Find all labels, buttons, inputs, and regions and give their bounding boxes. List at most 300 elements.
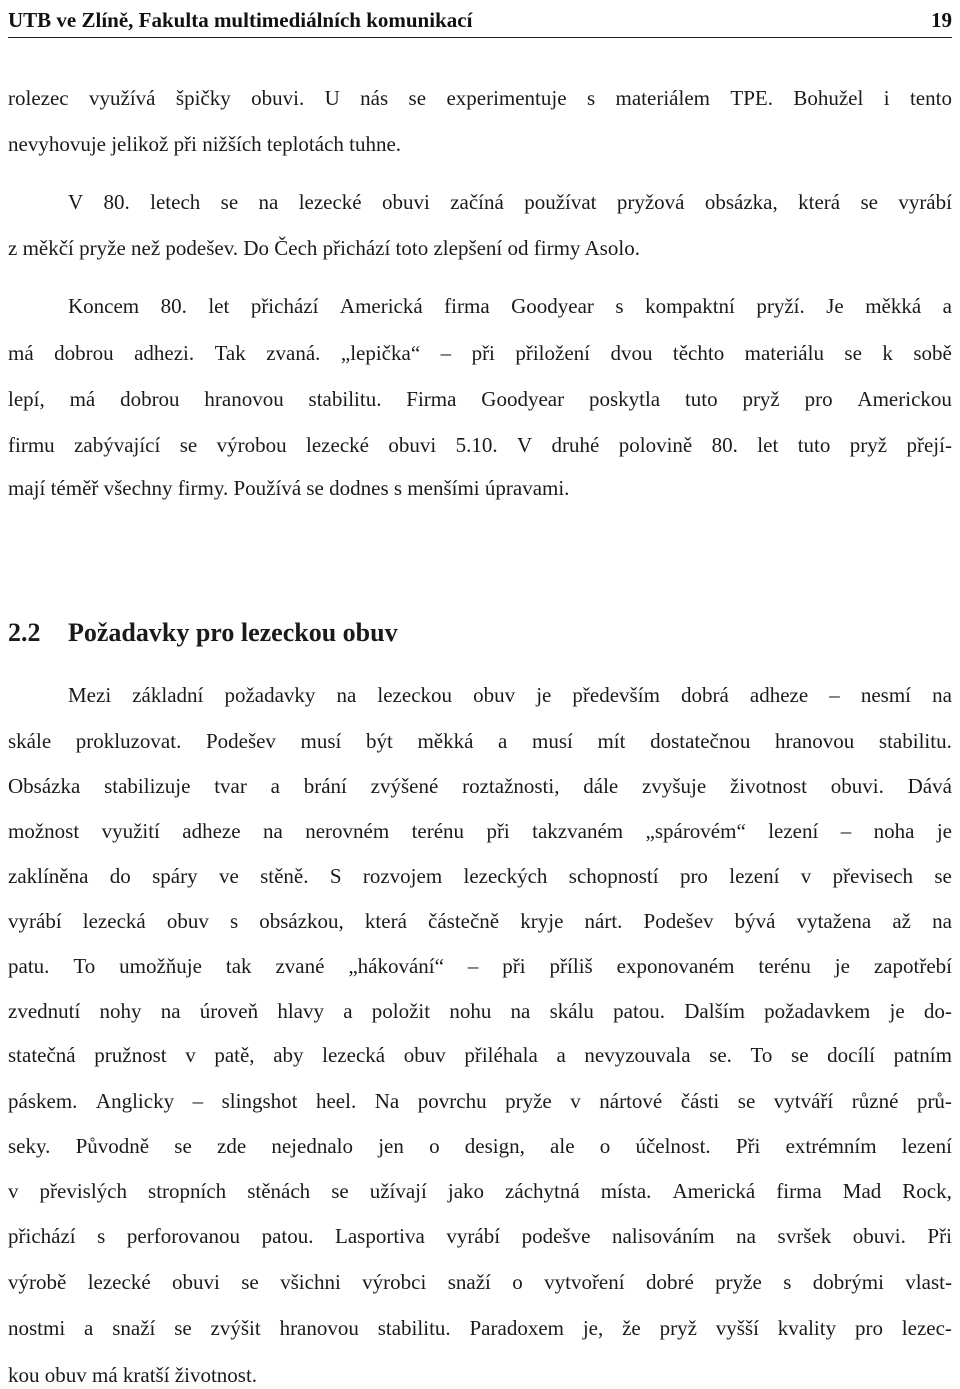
text-line: nevyhovuje jelikož při nižších teplotách tuhne. bbox=[8, 132, 402, 156]
word: roztažnosti, bbox=[462, 774, 560, 798]
word: části bbox=[680, 1089, 720, 1113]
word: měkká bbox=[417, 729, 474, 753]
word: lezecké bbox=[306, 433, 369, 457]
word: sobě bbox=[913, 341, 952, 365]
word: 80. bbox=[103, 190, 130, 214]
word: se bbox=[241, 1270, 259, 1294]
word: let bbox=[757, 433, 779, 457]
word: 5.10. bbox=[455, 433, 498, 457]
word: prokluzovat. bbox=[75, 729, 182, 753]
word: dobrou bbox=[120, 387, 180, 411]
word: páskem. bbox=[8, 1089, 78, 1113]
word: zapotřebí bbox=[873, 954, 952, 978]
word: – bbox=[192, 1089, 204, 1113]
word: letech bbox=[150, 190, 201, 214]
word: měkká bbox=[865, 294, 922, 318]
word: být bbox=[366, 729, 393, 753]
word: kryje bbox=[520, 909, 564, 933]
word: adheze bbox=[182, 819, 241, 843]
word: o bbox=[429, 1134, 440, 1158]
word: hlavy bbox=[277, 999, 324, 1023]
word: přichází bbox=[250, 294, 319, 318]
word: vytažena bbox=[796, 909, 872, 933]
word: tak bbox=[225, 954, 252, 978]
word: Americká bbox=[339, 294, 423, 318]
word: je bbox=[889, 999, 905, 1023]
word: jen bbox=[378, 1134, 404, 1158]
word: „hákování“ bbox=[348, 954, 444, 978]
header-title: UTB ve Zlíně, Fakulta multimediálních komunikací bbox=[8, 8, 473, 32]
word: má bbox=[8, 341, 34, 365]
word: zvednutí bbox=[8, 999, 81, 1023]
word: obuvi bbox=[388, 433, 437, 457]
word: Podešev bbox=[643, 909, 714, 933]
word: exponovaném bbox=[616, 954, 735, 978]
word: o bbox=[512, 1270, 523, 1294]
word: v bbox=[185, 1043, 196, 1067]
word: při bbox=[486, 819, 510, 843]
text-line: mají téměř všechny firmy. Používá se dodnes s menšími úpravami. bbox=[8, 476, 570, 500]
word: umožňuje bbox=[119, 954, 202, 978]
word: V bbox=[516, 433, 533, 457]
word: na bbox=[736, 1224, 756, 1248]
word: mít bbox=[597, 729, 626, 753]
word: lezecká bbox=[322, 1043, 386, 1067]
word: svršek bbox=[777, 1224, 832, 1248]
word: položit bbox=[371, 999, 431, 1023]
word: pryž bbox=[659, 1316, 697, 1340]
section-number: 2.2 bbox=[8, 618, 41, 647]
word: terénu bbox=[411, 819, 465, 843]
word: „lepička“ bbox=[340, 341, 421, 365]
word: účelnost. bbox=[635, 1134, 711, 1158]
word: zvýšené bbox=[370, 774, 439, 798]
word: zde bbox=[217, 1134, 247, 1158]
word: Při bbox=[735, 1134, 761, 1158]
word: obuv bbox=[166, 909, 209, 933]
word: musí bbox=[531, 729, 573, 753]
word: lezení bbox=[729, 864, 780, 888]
word: brání bbox=[303, 774, 347, 798]
word: na bbox=[258, 190, 279, 214]
word: snaží bbox=[112, 1316, 156, 1340]
word: využití bbox=[101, 819, 160, 843]
word: základní bbox=[132, 683, 204, 707]
word: lezecká bbox=[82, 909, 146, 933]
word: se bbox=[791, 1043, 809, 1067]
word: Lasportiva bbox=[335, 1224, 425, 1248]
text-line: z měkčí pryže než podešev. Do Čech přichází toto zlepšení od firmy Asolo. bbox=[8, 236, 640, 260]
word: je bbox=[536, 683, 552, 707]
word: pro bbox=[804, 387, 833, 411]
word: 80. bbox=[711, 433, 738, 457]
word: se bbox=[174, 1316, 192, 1340]
word: na bbox=[336, 683, 357, 707]
word: zvané bbox=[275, 954, 325, 978]
word: Podešev bbox=[205, 729, 276, 753]
word: seky. bbox=[8, 1134, 51, 1158]
word: zaklíněna bbox=[8, 864, 89, 888]
word: vyrábí bbox=[898, 190, 952, 214]
word: povrchu bbox=[417, 1089, 487, 1113]
text-line bbox=[8, 1041, 952, 1069]
word: převisech bbox=[832, 864, 914, 888]
word: Goodyear bbox=[511, 294, 594, 318]
word: dobrými bbox=[812, 1270, 884, 1294]
word: stabilitu. bbox=[308, 387, 382, 411]
word: prů- bbox=[916, 1089, 952, 1113]
word: až bbox=[892, 909, 911, 933]
word: v bbox=[800, 864, 812, 888]
word: To bbox=[73, 954, 96, 978]
word: stěnách bbox=[247, 1179, 311, 1203]
word: do bbox=[109, 864, 131, 888]
word: patě, bbox=[214, 1043, 255, 1067]
word: s bbox=[229, 909, 239, 933]
word: těchto bbox=[672, 341, 725, 365]
word: různé bbox=[851, 1089, 899, 1113]
word: rozvojem bbox=[362, 864, 443, 888]
word: – bbox=[840, 819, 852, 843]
word: firmu bbox=[8, 433, 55, 457]
word: obsázka, bbox=[704, 190, 778, 214]
word: pryže bbox=[715, 1270, 762, 1294]
word: vytvoření bbox=[544, 1270, 625, 1294]
word: je bbox=[834, 954, 850, 978]
word: Na bbox=[374, 1089, 400, 1113]
word: Americká bbox=[672, 1179, 756, 1203]
word: výrobci bbox=[362, 1270, 427, 1294]
word: schopností bbox=[568, 864, 659, 888]
section-heading bbox=[8, 617, 398, 649]
word: přejí- bbox=[906, 433, 952, 457]
word: nohy bbox=[99, 999, 142, 1023]
text-line bbox=[8, 339, 952, 367]
word: stabilitu. bbox=[878, 729, 952, 753]
word: vyrábí bbox=[446, 1224, 501, 1248]
word: při bbox=[471, 341, 495, 365]
word: docílí bbox=[827, 1043, 875, 1067]
word: dobré bbox=[645, 1270, 694, 1294]
text-line bbox=[8, 1268, 952, 1296]
word: Tak bbox=[214, 341, 246, 365]
word: je bbox=[936, 819, 952, 843]
word: úroveň bbox=[199, 999, 259, 1023]
text-line bbox=[8, 1314, 952, 1342]
word: zvýšit bbox=[210, 1316, 261, 1340]
word: a bbox=[556, 1043, 566, 1067]
word: tvar bbox=[214, 774, 247, 798]
word: experimentuje bbox=[446, 86, 567, 110]
word: stabilizuje bbox=[104, 774, 191, 798]
word: nevyzouvala bbox=[584, 1043, 691, 1067]
word: dobrá bbox=[680, 683, 729, 707]
word: skálu bbox=[549, 999, 594, 1023]
word: TPE. bbox=[730, 86, 773, 110]
word: polovině bbox=[618, 433, 693, 457]
text-line: kou obuv má kratší životnost. bbox=[8, 1363, 258, 1387]
word: že bbox=[622, 1316, 641, 1340]
word: nártové bbox=[599, 1089, 663, 1113]
text-line bbox=[8, 188, 952, 216]
word: rolezec bbox=[8, 86, 69, 110]
word: se bbox=[844, 341, 862, 365]
word: do- bbox=[923, 999, 952, 1023]
word: 80. bbox=[160, 294, 187, 318]
word: životnost bbox=[729, 774, 807, 798]
word: S bbox=[329, 864, 342, 888]
word: obuvi bbox=[382, 190, 430, 214]
word: místa. bbox=[600, 1179, 652, 1203]
word: adhezi. bbox=[134, 341, 195, 365]
word: firma bbox=[776, 1179, 822, 1203]
text-line bbox=[8, 862, 952, 890]
word: Rock, bbox=[902, 1179, 952, 1203]
word: všichni bbox=[280, 1270, 341, 1294]
word: lezecké bbox=[87, 1270, 151, 1294]
word: heel. bbox=[315, 1089, 357, 1113]
word: obuv bbox=[403, 1043, 446, 1067]
word: kompaktní bbox=[645, 294, 735, 318]
word: dostatečnou bbox=[650, 729, 751, 753]
word: podešve bbox=[521, 1224, 591, 1248]
word: „spárovém“ bbox=[645, 819, 746, 843]
word: má bbox=[69, 387, 96, 411]
word: na bbox=[160, 999, 181, 1023]
word: se bbox=[934, 864, 952, 888]
word: zvyšuje bbox=[642, 774, 707, 798]
word: se bbox=[737, 1089, 756, 1113]
word: Původně bbox=[75, 1134, 150, 1158]
word: ve bbox=[218, 864, 239, 888]
word: Paradoxem bbox=[469, 1316, 564, 1340]
word: lezení bbox=[901, 1134, 952, 1158]
word: se bbox=[860, 190, 878, 214]
word: a bbox=[498, 729, 508, 753]
word: stabilitu. bbox=[377, 1316, 451, 1340]
word: aby bbox=[273, 1043, 304, 1067]
word: možnost bbox=[8, 819, 80, 843]
word: obuvi. bbox=[830, 774, 884, 798]
word: Koncem bbox=[68, 294, 140, 318]
text-line bbox=[8, 385, 952, 413]
word: se bbox=[174, 1134, 192, 1158]
word: obuvi. bbox=[251, 86, 305, 110]
word: hranovou bbox=[204, 387, 284, 411]
text-line bbox=[8, 292, 952, 320]
word: spáry bbox=[152, 864, 198, 888]
word: bývá bbox=[734, 909, 776, 933]
word: U bbox=[324, 86, 340, 110]
word: ale bbox=[550, 1134, 575, 1158]
text-line bbox=[8, 1222, 952, 1250]
word: Mad bbox=[842, 1179, 882, 1203]
word: pryžová bbox=[616, 190, 685, 214]
word: lezení bbox=[768, 819, 819, 843]
word: začíná bbox=[450, 190, 504, 214]
word: nesmí bbox=[860, 683, 912, 707]
word: patu. bbox=[8, 954, 50, 978]
word: užívají bbox=[369, 1179, 427, 1203]
word: zabývající bbox=[74, 433, 161, 457]
text-line bbox=[8, 1087, 952, 1115]
word: se. bbox=[709, 1043, 732, 1067]
word: slingshot bbox=[221, 1089, 298, 1113]
word: takzvaném bbox=[532, 819, 624, 843]
word: obsázkou, bbox=[259, 909, 344, 933]
word: skále bbox=[8, 729, 52, 753]
word: tuto bbox=[797, 433, 831, 457]
word: kvality bbox=[777, 1316, 837, 1340]
word: a bbox=[270, 774, 280, 798]
word: a bbox=[343, 999, 353, 1023]
word: výrobě bbox=[8, 1270, 67, 1294]
word: patním bbox=[893, 1043, 952, 1067]
word: pryž bbox=[849, 433, 888, 457]
word: na bbox=[932, 683, 952, 707]
word: se bbox=[179, 433, 198, 457]
word: patou. bbox=[261, 1224, 314, 1248]
word: tento bbox=[909, 86, 952, 110]
word: která bbox=[364, 909, 407, 933]
word: lezecké bbox=[298, 190, 362, 214]
word: v bbox=[8, 1179, 19, 1203]
text-line bbox=[8, 1132, 952, 1160]
word: tuto bbox=[684, 387, 718, 411]
word: a bbox=[942, 294, 952, 318]
word: která bbox=[798, 190, 841, 214]
word: pružnost bbox=[94, 1043, 167, 1067]
word: adheze bbox=[749, 683, 809, 707]
page-number: 19 bbox=[931, 8, 952, 32]
word: částečně bbox=[428, 909, 500, 933]
word: pryží. bbox=[756, 294, 805, 318]
word: lezeckých bbox=[463, 864, 548, 888]
word: terénu bbox=[758, 954, 811, 978]
word: Firma bbox=[406, 387, 457, 411]
word: – bbox=[829, 683, 840, 707]
text-line bbox=[8, 907, 952, 935]
word: nejednalo bbox=[271, 1134, 353, 1158]
word: požadavkem bbox=[764, 999, 871, 1023]
word: Obsázka bbox=[8, 774, 81, 798]
word: lezeckou bbox=[377, 683, 453, 707]
word: nás bbox=[360, 86, 389, 110]
word: musí bbox=[300, 729, 342, 753]
word: pro bbox=[679, 864, 708, 888]
word: přiložení bbox=[515, 341, 590, 365]
word: především bbox=[572, 683, 660, 707]
word: To bbox=[750, 1043, 773, 1067]
word: na bbox=[262, 819, 283, 843]
word: i bbox=[883, 86, 890, 110]
word: při bbox=[502, 954, 526, 978]
word: o bbox=[599, 1134, 611, 1158]
word: na bbox=[510, 999, 531, 1023]
text-line bbox=[8, 997, 952, 1025]
word: se bbox=[331, 1179, 349, 1203]
word: pryž bbox=[742, 387, 780, 411]
word: obuvi. bbox=[852, 1224, 906, 1248]
word: požadavky bbox=[224, 683, 316, 707]
word: hranovou bbox=[774, 729, 855, 753]
word: druhé bbox=[551, 433, 600, 457]
word: lepí, bbox=[8, 387, 45, 411]
word: stropních bbox=[148, 1179, 227, 1203]
word: převislých bbox=[39, 1179, 127, 1203]
word: přiléhala bbox=[464, 1043, 538, 1067]
word: firma bbox=[444, 294, 490, 318]
word: materiálem bbox=[615, 86, 710, 110]
word: Při bbox=[927, 1224, 952, 1248]
word: špičky bbox=[175, 86, 231, 110]
word: Anglicky bbox=[95, 1089, 175, 1113]
word: vlast- bbox=[905, 1270, 952, 1294]
text-line bbox=[8, 681, 952, 709]
word: zvaná. bbox=[266, 341, 321, 365]
word: lezec- bbox=[901, 1316, 952, 1340]
word: k bbox=[882, 341, 893, 365]
word: let bbox=[208, 294, 230, 318]
word: hranovou bbox=[279, 1316, 359, 1340]
word: V bbox=[68, 190, 84, 214]
word: materiálu bbox=[744, 341, 824, 365]
word: design, bbox=[464, 1134, 525, 1158]
word: Americkou bbox=[857, 387, 952, 411]
word: záchytná bbox=[505, 1179, 580, 1203]
text-line bbox=[8, 952, 952, 980]
word: – bbox=[467, 954, 479, 978]
word: Dalším bbox=[684, 999, 745, 1023]
word: s bbox=[97, 1224, 106, 1248]
word: pro bbox=[854, 1316, 883, 1340]
section-title: Požadavky pro lezeckou obuv bbox=[68, 618, 398, 647]
text-line bbox=[8, 772, 952, 800]
word: vytváří bbox=[773, 1089, 834, 1113]
word: Bohužel bbox=[793, 86, 864, 110]
word: se bbox=[220, 190, 239, 214]
word: používat bbox=[524, 190, 597, 214]
word: vyšší bbox=[715, 1316, 759, 1340]
word: patou. bbox=[613, 999, 666, 1023]
word: poskytla bbox=[588, 387, 661, 411]
word: obuv bbox=[473, 683, 516, 707]
word: nostmi bbox=[8, 1316, 66, 1340]
word: nohu bbox=[449, 999, 492, 1023]
word: je, bbox=[582, 1316, 604, 1340]
word: Dává bbox=[907, 774, 952, 798]
word: extrémním bbox=[785, 1134, 877, 1158]
word: dobrou bbox=[54, 341, 114, 365]
word: statečná bbox=[8, 1043, 76, 1067]
word: v bbox=[570, 1089, 581, 1113]
word: příliš bbox=[549, 954, 593, 978]
word: na bbox=[932, 909, 952, 933]
word: noha bbox=[873, 819, 915, 843]
word: nalisováním bbox=[611, 1224, 715, 1248]
word: s bbox=[615, 294, 624, 318]
word: dvou bbox=[610, 341, 653, 365]
word: nárt. bbox=[584, 909, 623, 933]
word: dále bbox=[583, 774, 619, 798]
word: snaží bbox=[447, 1270, 491, 1294]
word: využívá bbox=[89, 86, 156, 110]
word: perforovanou bbox=[126, 1224, 241, 1248]
word: pryže bbox=[505, 1089, 552, 1113]
text-line bbox=[8, 431, 952, 459]
word: – bbox=[440, 341, 452, 365]
text-line bbox=[8, 727, 952, 755]
